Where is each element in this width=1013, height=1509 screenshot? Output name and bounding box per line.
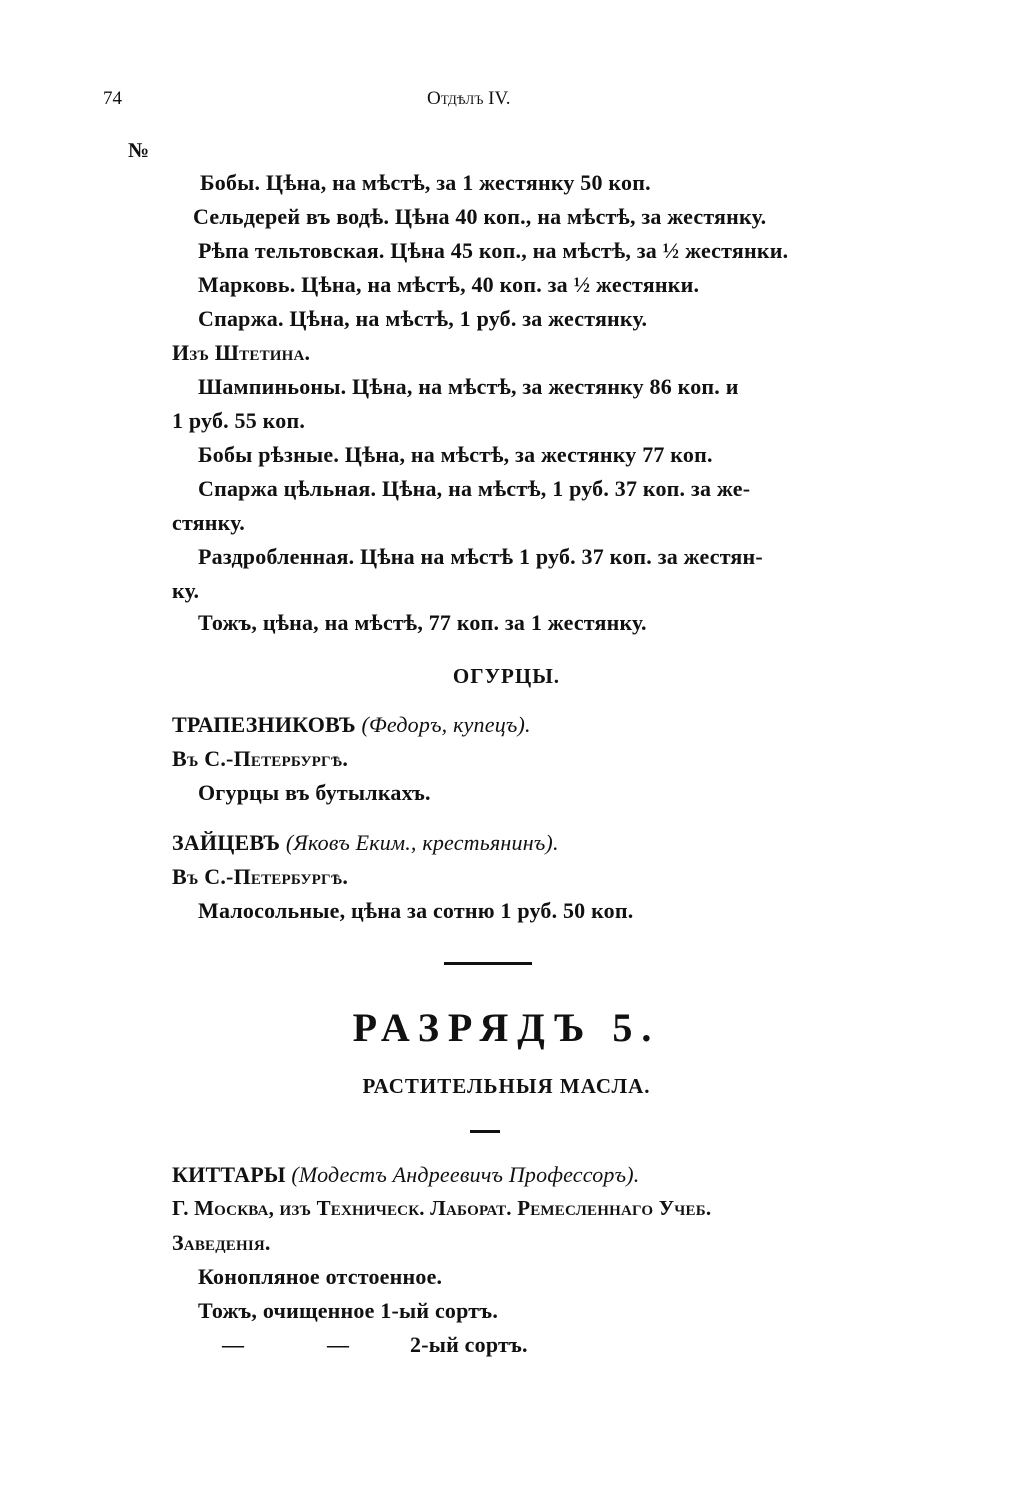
exhibitor-note: (Яковъ Еким., крестьянинъ). [285,830,559,855]
place-line: Заведенія. [172,1230,271,1255]
entry-line: Бобы. Цѣна, на мѣстѣ, за 1 жестянку 50 коп. [200,170,651,195]
entry-line: ку. [172,578,200,603]
entry-line: Малосольные, цѣна за сотню 1 руб. 50 коп. [198,898,634,923]
ditto-dash: — [222,1332,245,1357]
short-rule [470,1130,500,1133]
exhibitor-line [172,712,531,738]
exhibitor-line [172,830,559,856]
entry-line: Марковь. Цѣна, на мѣстѣ, 40 коп. за ½ жестянки. [198,272,700,297]
entry-line: Огурцы въ бутылкахъ. [198,780,431,805]
section-title: РАЗРЯДЪ 5. [352,1005,661,1050]
ditto-dash: — [327,1332,350,1357]
place-line: Въ С.-Петербургѣ. [172,864,349,889]
page-number: 74 [103,88,122,109]
place-heading: Изъ Штетина. [172,340,311,365]
entry-line: Шампиньоны. Цѣна, на мѣстѣ, за жестянку 86 коп. и [198,374,739,399]
exhibitor-note: (Федоръ, купецъ). [361,712,531,737]
section-subtitle: РАСТИТЕЛЬНЫЯ МАСЛА. [362,1074,651,1098]
entry-line: Спаржа цѣльная. Цѣна, на мѣстѣ, 1 руб. 37 коп. за же- [198,476,751,501]
entry-line: Раздробленная. Цѣна на мѣстѣ 1 руб. 37 коп. за жестян- [198,544,763,569]
entry-line: Спаржа. Цѣна, на мѣстѣ, 1 руб. за жестянку. [198,306,648,331]
entry-line: Тожъ, цѣна, на мѣстѣ, 77 коп. за 1 жестянку. [198,610,647,635]
entry-line: Тожъ, очищенное 1-ый сортъ. [198,1298,499,1323]
place-line: Въ С.-Петербургѣ. [172,746,349,771]
exhibitor-name: ЗАЙЦЕВЪ [172,830,281,855]
exhibitor-line [172,1162,639,1188]
entry-line: Сельдерей въ водѣ. Цѣна 40 коп., на мѣстѣ, за жестянку. [193,204,767,229]
entry-line: стянку. [172,510,245,535]
exhibitor-note: (Модестъ Андреевичъ Профессоръ). [291,1162,640,1187]
entry-line: Рѣпа тельтовская. Цѣна 45 коп., на мѣстѣ, за ½ жестянки. [198,238,789,263]
entry-line: Бобы рѣзные. Цѣна, на мѣстѣ, за жестянку 77 коп. [198,442,713,467]
section-header: Отдѣлъ IV. [427,88,511,109]
entry-line: Конопляное отстоенное. [198,1264,443,1289]
entry-line: 1 руб. 55 коп. [172,408,306,433]
number-sign: № [128,138,150,162]
entry-line: 2-ый сортъ. [410,1332,528,1357]
exhibitor-name: КИТТАРЫ [172,1162,286,1187]
place-line: Г. Москва, изъ Техническ. Лаборат. Ремесленнаго Учеб. [172,1196,712,1220]
separator-rule [444,962,532,965]
cucumbers-heading: ОГУРЦЫ. [452,664,561,688]
exhibitor-name: ТРАПЕЗНИКОВЪ [172,712,356,737]
